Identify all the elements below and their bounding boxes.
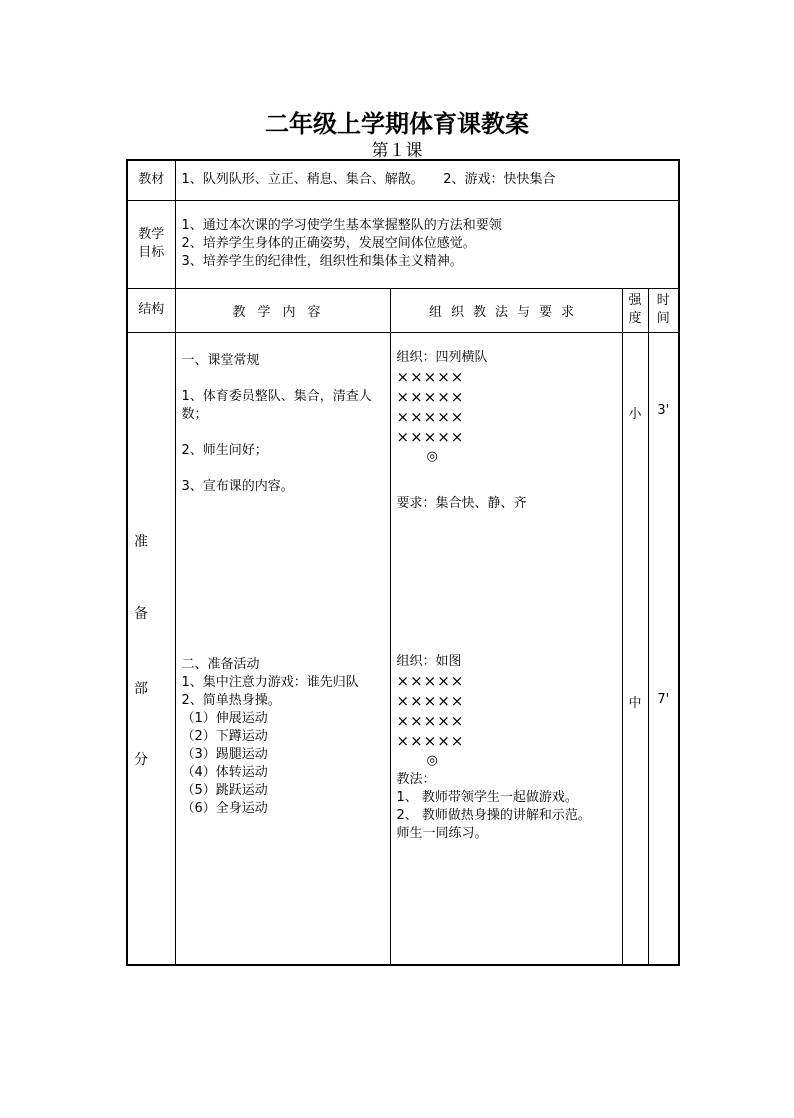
section-char: 部: [134, 680, 148, 697]
part1-item: 2、师生问好；: [181, 442, 268, 458]
method-line: 教法：: [396, 771, 436, 787]
part2-line: （5）跳跃运动: [181, 782, 268, 798]
content-cell: [175, 332, 390, 965]
part2-line: （2）下蹲运动: [181, 728, 268, 744]
teacher-position-icon: ◎: [426, 752, 438, 768]
part2-line: （1）伸展运动: [181, 710, 268, 726]
part1-requirement: 要求：集合快、静、齐: [396, 495, 527, 511]
formation-row: ×××××: [396, 711, 465, 730]
part2-org-label: 组织：如图: [396, 653, 462, 669]
section-char: 准: [134, 533, 148, 550]
method-line: 师生一同练习。: [396, 825, 488, 841]
formation-row: ×××××: [396, 367, 465, 386]
formation-row: ×××××: [396, 427, 465, 446]
part1-intensity: 小: [628, 406, 642, 422]
goal-line: 1、通过本次课的学习使学生基本掌握整队的方法和要领: [181, 218, 502, 233]
header-time: 时 间: [648, 288, 679, 332]
formation-row: ×××××: [396, 407, 465, 426]
formation-row: ×××××: [396, 387, 465, 406]
formation-diagram: [397, 671, 618, 771]
header-content: 教学内容: [175, 288, 390, 332]
header-row: [127, 288, 679, 332]
goals-content: [175, 200, 679, 288]
part2-line: 1、集中注意力游戏：谁先归队: [181, 674, 359, 690]
goals-row: [127, 200, 679, 288]
section-label: [127, 332, 175, 965]
header-structure: 结构: [127, 288, 175, 332]
part2-line: （6）全身运动: [181, 800, 268, 816]
preparation-row: [127, 332, 679, 965]
organization-cell: [390, 332, 622, 965]
header-organization: 组织教法与要求: [390, 288, 622, 332]
page-title: 二年级上学期体育课教案: [265, 109, 529, 138]
part2-line: （4）体转运动: [181, 764, 268, 780]
part2-line: 2、简单热身操。: [181, 692, 281, 708]
method-line: 2、 教师做热身操的讲解和示范。: [396, 807, 591, 823]
part1-heading: 一、课堂常规: [181, 352, 260, 368]
part1-item: 1、体育委员整队、集合，清查人数；: [181, 388, 372, 422]
part1-org-label: 组织：四列横队: [396, 349, 488, 365]
section-char: 备: [134, 605, 148, 622]
part2-time: 7': [657, 691, 670, 707]
formation-row: ×××××: [396, 731, 465, 750]
formation-diagram: [397, 367, 618, 467]
lesson-number: 第１课: [371, 141, 423, 161]
method-line: 1、 教师带领学生一起做游戏。: [396, 789, 578, 805]
materials-row: [127, 160, 679, 200]
intensity-cell: [622, 332, 648, 965]
part1-item: 3、宣布课的内容。: [181, 478, 294, 494]
time-cell: [648, 332, 679, 965]
formation-row: ×××××: [396, 671, 465, 690]
goals-label: 教学 目标: [127, 200, 175, 288]
part1-time: 3': [657, 402, 670, 418]
materials-content: 1、队列队形、立正、稍息、集合、解散。 2、游戏：快快集合: [175, 160, 679, 200]
header-intensity: 强 度: [622, 288, 648, 332]
section-char: 分: [134, 751, 148, 768]
teacher-position-icon: ◎: [426, 448, 438, 464]
part2-intensity: 中: [628, 695, 642, 711]
lesson-plan-table: [126, 159, 680, 966]
goal-line: 3、培养学生的纪律性，组织性和集体主义精神。: [181, 254, 463, 269]
part2-line: 二、准备活动: [181, 656, 260, 672]
materials-label: 教材: [127, 160, 175, 200]
part2-line: （3）踢腿运动: [181, 746, 268, 762]
formation-row: ×××××: [396, 691, 465, 710]
goal-line: 2、培养学生身体的正确姿势，发展空间体位感觉。: [181, 236, 476, 251]
